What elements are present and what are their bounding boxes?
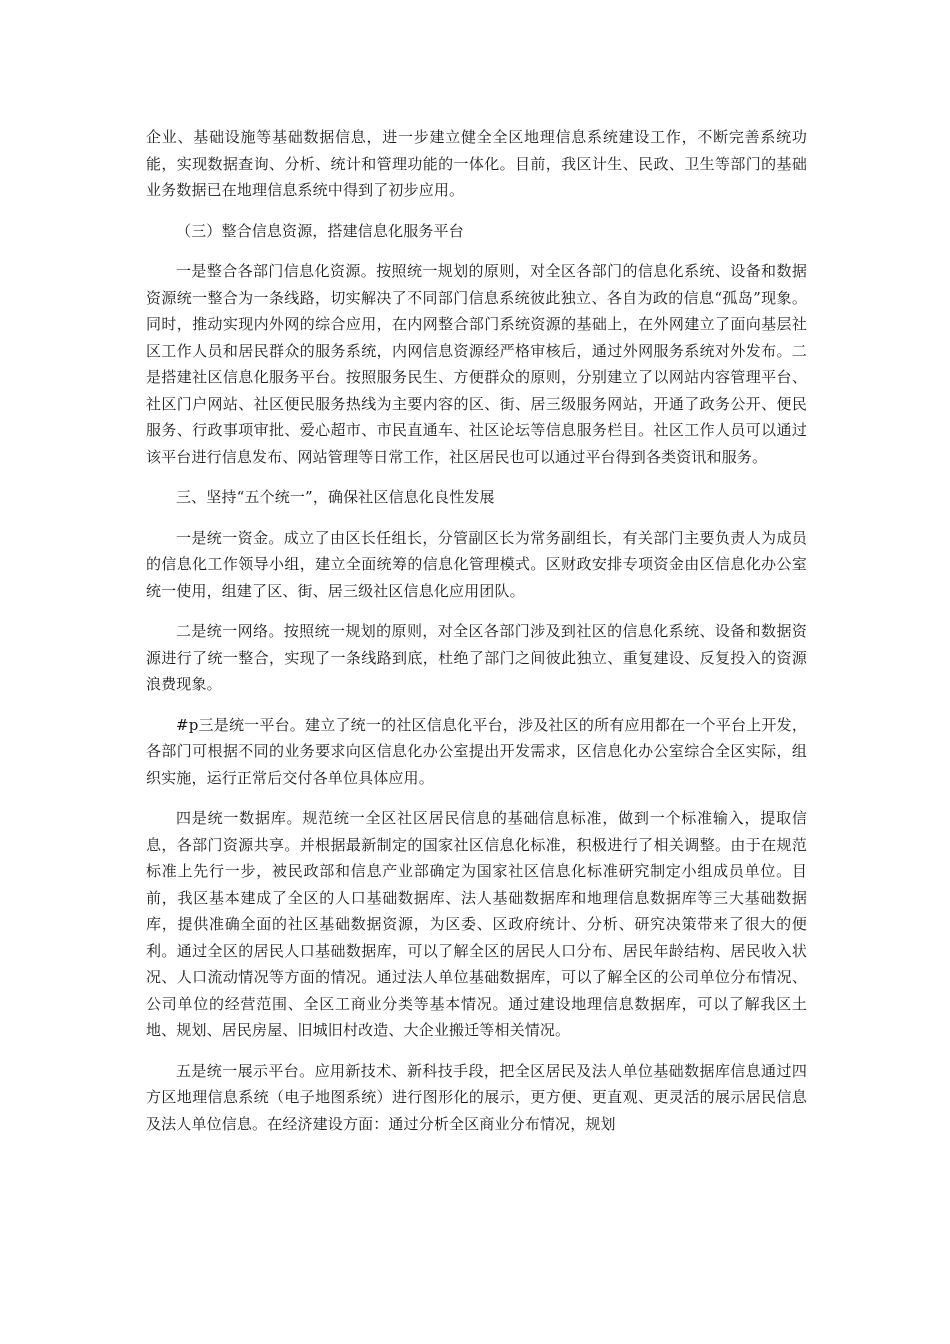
paragraph-integrate-department-resources: 一是整合各部门信息化资源。按照统一规划的原则，对全区各部门的信息化系统、设备和数据资源统一整合为一条线路，切实解决了不同部门信息系统彼此独立、各自为政的信息“孤岛”现象。同时，推动实现内外网的综合应用，在内网整合部门系统资源的基础上，在外网建立了面向基层社区工作人员和居民群众的服务系统，内网信息资源经严格审核后，通过外网服务系统对外发布。二是搭建社区信息化服务平台。按照服务民生、方便群众的原则，分别建立了以网站内容管理平台、社区门户网站、社区便民服务热线为主要内容的区、街、居三级服务网站，开通了政务公开、便民服务、行政事项审批、爱心超市、市民直通车、社区论坛等信息服务栏目。社区工作人员可以通过该平台进行信息发布、网站管理等日常工作，社区居民也可以通过平台得到各类资讯和服务。 [146, 262, 807, 466]
paragraph-gap [146, 1044, 807, 1058]
paragraph-unified-platform: #p三是统一平台。建立了统一的社区信息化平台，涉及社区的所有应用都在一个平台上开发，各部门可根据不同的业务要求向区信息化办公室提出开发需求，区信息化办公室综合全区实际，组织实施，运行正常后交付各单位具体应用。 [146, 715, 807, 787]
paragraph-unified-funding: 一是统一资金。成立了由区长任组长，分管副区长为常务副组长，有关部门主要负责人为成员的信息化工作领导小组，建立全面统筹的信息化管理模式。区财政安排专项资金由区信息化办公室统一使用，组建了区、街、居三级社区信息化应用团队。 [146, 528, 807, 600]
paragraph-gap [146, 604, 807, 618]
paragraph-gap [146, 470, 807, 484]
paragraph-gap [146, 791, 807, 805]
paragraph-gap [146, 204, 807, 218]
paragraph-gap [146, 511, 807, 525]
paragraph-unified-display-platform: 五是统一展示平台。应用新技术、新科技手段，把全区居民及法人单位基础数据库信息通过四方区地理信息系统（电子地图系统）进行图形化的展示，更方便、更直观、更灵活的展示居民信息及法人单位信息。在经济建设方面：通过分析全区商业分布情况，规划 [146, 1061, 807, 1133]
paragraph-unified-network: 二是统一网络。按照统一规划的原则，对全区各部门涉及到社区的信息化系统、设备和数据资源进行了统一整合，实现了一条线路到底，杜绝了部门之间彼此独立、重复建设、反复投入的资源浪费现象。 [146, 622, 807, 693]
paragraph-gis-application: 企业、基础设施等基础数据信息，进一步建立健全全区地理信息系统建设工作，不断完善系统功能，实现数据查询、分析、统计和管理功能的一体化。目前，我区计生、民政、卫生等部门的基础业务数据已在地理信息系统中得到了初步应用。 [146, 128, 807, 199]
paragraph-gap [146, 244, 807, 258]
section-heading-integrate-resources: （三）整合信息资源，搭建信息化服务平台 [176, 221, 464, 240]
paragraph-gap [146, 698, 807, 712]
paragraph-unified-database: 四是统一数据库。规范统一全区社区居民信息的基础信息标准，做到一个标准输入，提取信息，各部门资源共享。并根据最新制定的国家社区信息化标准，积极进行了相关调整。由于在规范标准上先行一步，被民政部和信息产业部确定为国家社区信息化标准研究制定小组成员单位。目前，我区基本建成了全区的人口基础数据库、法人基础数据库和地理信息数据库等三大基础数据库，提供准确全面的社区基础数据资源，为区委、区政府统计、分析、研究决策带来了很大的便利。通过全区的居民人口基础数据库，可以了解全区的居民人口分布、居民年龄结构、居民收入状况、人口流动情况等方面的情况。通过法人单位基础数据库，可以了解全区的公司单位分布情况、公司单位的经营范围、全区工商业分类等基本情况。通过建设地理信息数据库，可以了解我区土地、规划、居民房屋、旧城旧村改造、大企业搬迁等相关情况。 [146, 809, 807, 1039]
section-heading-five-unifications: 三、坚持“五个统一”，确保社区信息化良性发展 [176, 488, 495, 506]
